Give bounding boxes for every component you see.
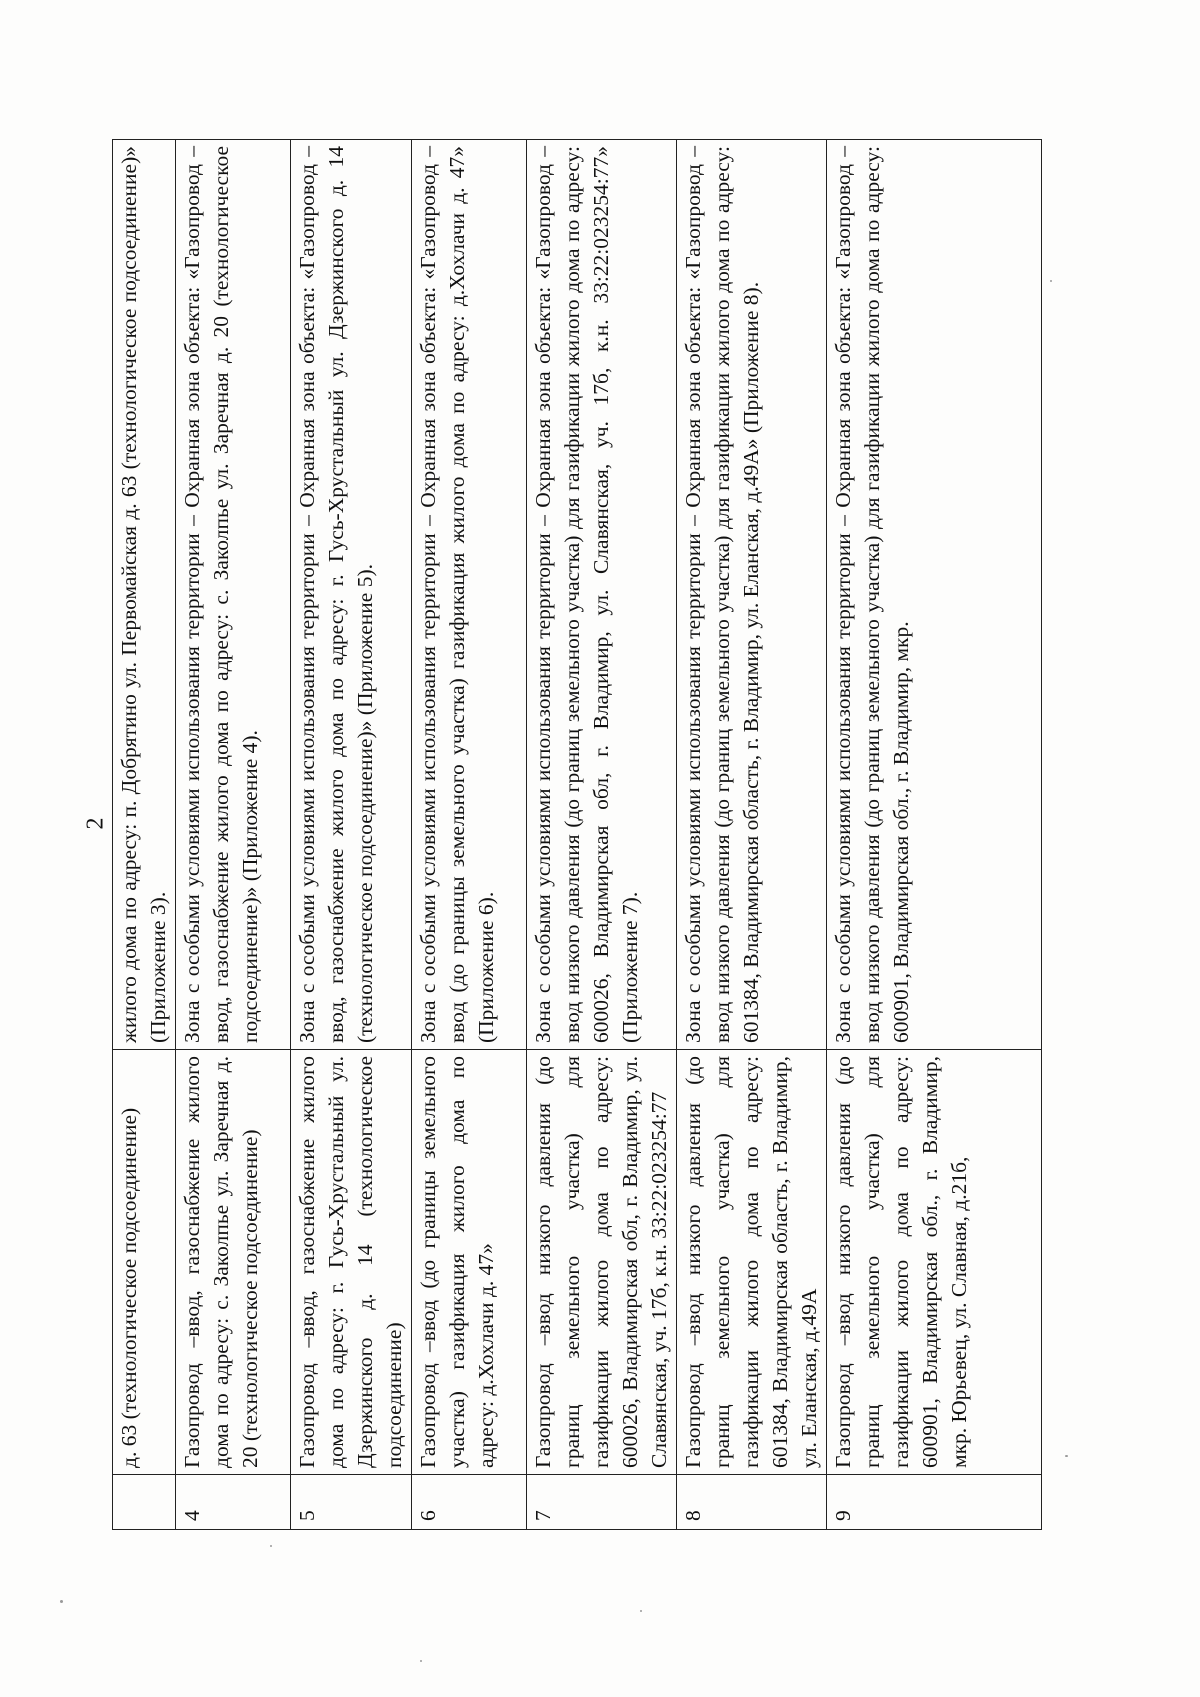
object-description: Газопровод –ввод низкого давления (до границ земельного участка) для газификации жилого дома по адресу: 600901, Владимирская обл., г. Владимир, мкр. Юрьевец, ул. Славная, д.21б, (827, 1050, 1042, 1475)
scan-speck (420, 1660, 422, 1662)
zone-description: Зона с особыми условиями использования территории – Охранная зона объекта: «Газопровод –ввод, газоснабжение жилого дома по адресу: г. Гусь-Хрустальный ул. Дзержинского д. 14 (технологическое подсоединение)» (Приложение 5). (291, 140, 412, 1050)
table-row (827, 140, 1042, 1530)
scan-speck (1065, 1455, 1068, 1457)
page-number: 2 (82, 817, 109, 830)
object-description: Газопровод –ввод низкого давления (до границ земельного участка) для газификации жилого дома по адресу: 601384, Владимирская область, г. Владимир, ул. Еланская, д.49А (677, 1050, 827, 1475)
table-row (677, 140, 827, 1530)
object-description: Газопровод –ввод низкого давления (до границ земельного участка) для газификации жилого дома по адресу: 600026, Владимирская обл, г. Владимир, ул. Славянская, уч. 17б, к.н. 33:22:023254:77 (527, 1050, 677, 1475)
row-number: 6 (412, 1475, 527, 1530)
table-row (176, 140, 291, 1530)
scan-speck (640, 1610, 642, 1612)
scan-speck (1050, 280, 1052, 282)
zone-description: Зона с особыми условиями использования территории – Охранная зона объекта: «Газопровод –ввод (до границы земельного участка) газификация жилого дома по адресу: д.Хохлачи д. 47» (Приложение 6). (412, 140, 527, 1050)
row-number (113, 1475, 176, 1530)
row-number: 9 (827, 1475, 1042, 1530)
scan-speck (270, 1545, 272, 1547)
zone-description: Зона с особыми условиями использования территории – Охранная зона объекта: «Газопровод –ввод низкого давления (до границ земельного участка) для газификации жилого дома по адресу: 601384, Владимирская область, г. Владимир, ул. Еланская, д.49А» (Приложение 8). (677, 140, 827, 1050)
object-description: Газопровод –ввод, газоснабжение жилого дома по адресу: г. Гусь-Хрустальный ул. Дзержинского д. 14 (технологическое подсоединение) (291, 1050, 412, 1475)
table-row (412, 140, 527, 1530)
zone-description: Зона с особыми условиями использования территории – Охранная зона объекта: «Газопровод –ввод, газоснабжение жилого дома по адресу: с. Заколпье ул. Заречная д. 20 (технологическое подсоединение)» (Приложение 4). (176, 140, 291, 1050)
table-row (527, 140, 677, 1530)
zone-description: жилого дома по адресу: п. Добрятино ул. Первомайская д. 63 (технологическое подсоединение)» (Приложение 3). (113, 140, 176, 1050)
row-number: 8 (677, 1475, 827, 1530)
rotated-table-wrapper (112, 140, 1020, 1530)
row-number: 7 (527, 1475, 677, 1530)
scan-speck (60, 1600, 63, 1603)
table-row (291, 140, 412, 1530)
zone-description: Зона с особыми условиями использования территории – Охранная зона объекта: «Газопровод –ввод низкого давления (до границ земельного участка) для газификации жилого дома по адресу: 600901, Владимирская обл., г. Владимир, мкр. (827, 140, 1042, 1050)
zone-description: Зона с особыми условиями использования территории – Охранная зона объекта: «Газопровод –ввод низкого давления (до границ земельного участка) для газификации жилого дома по адресу: 600026, Владимирская обл, г. Владимир, ул. Славянская, уч. 17б, к.н. 33:22:023254:77» (Приложение 7). (527, 140, 677, 1050)
table-row (113, 140, 176, 1530)
object-description: д. 63 (технологическое подсоединение) (113, 1050, 176, 1475)
object-description: Газопровод –ввод (до границы земельного участка) газификация жилого дома по адресу: д.Хохлачи д. 47» (412, 1050, 527, 1475)
gas-pipeline-zones-table (112, 139, 1042, 1530)
row-number: 5 (291, 1475, 412, 1530)
row-number: 4 (176, 1475, 291, 1530)
object-description: Газопровод –ввод, газоснабжение жилого дома по адресу: с. Заколпье ул. Заречная д. 20 (технологическое подсоединение) (176, 1050, 291, 1475)
